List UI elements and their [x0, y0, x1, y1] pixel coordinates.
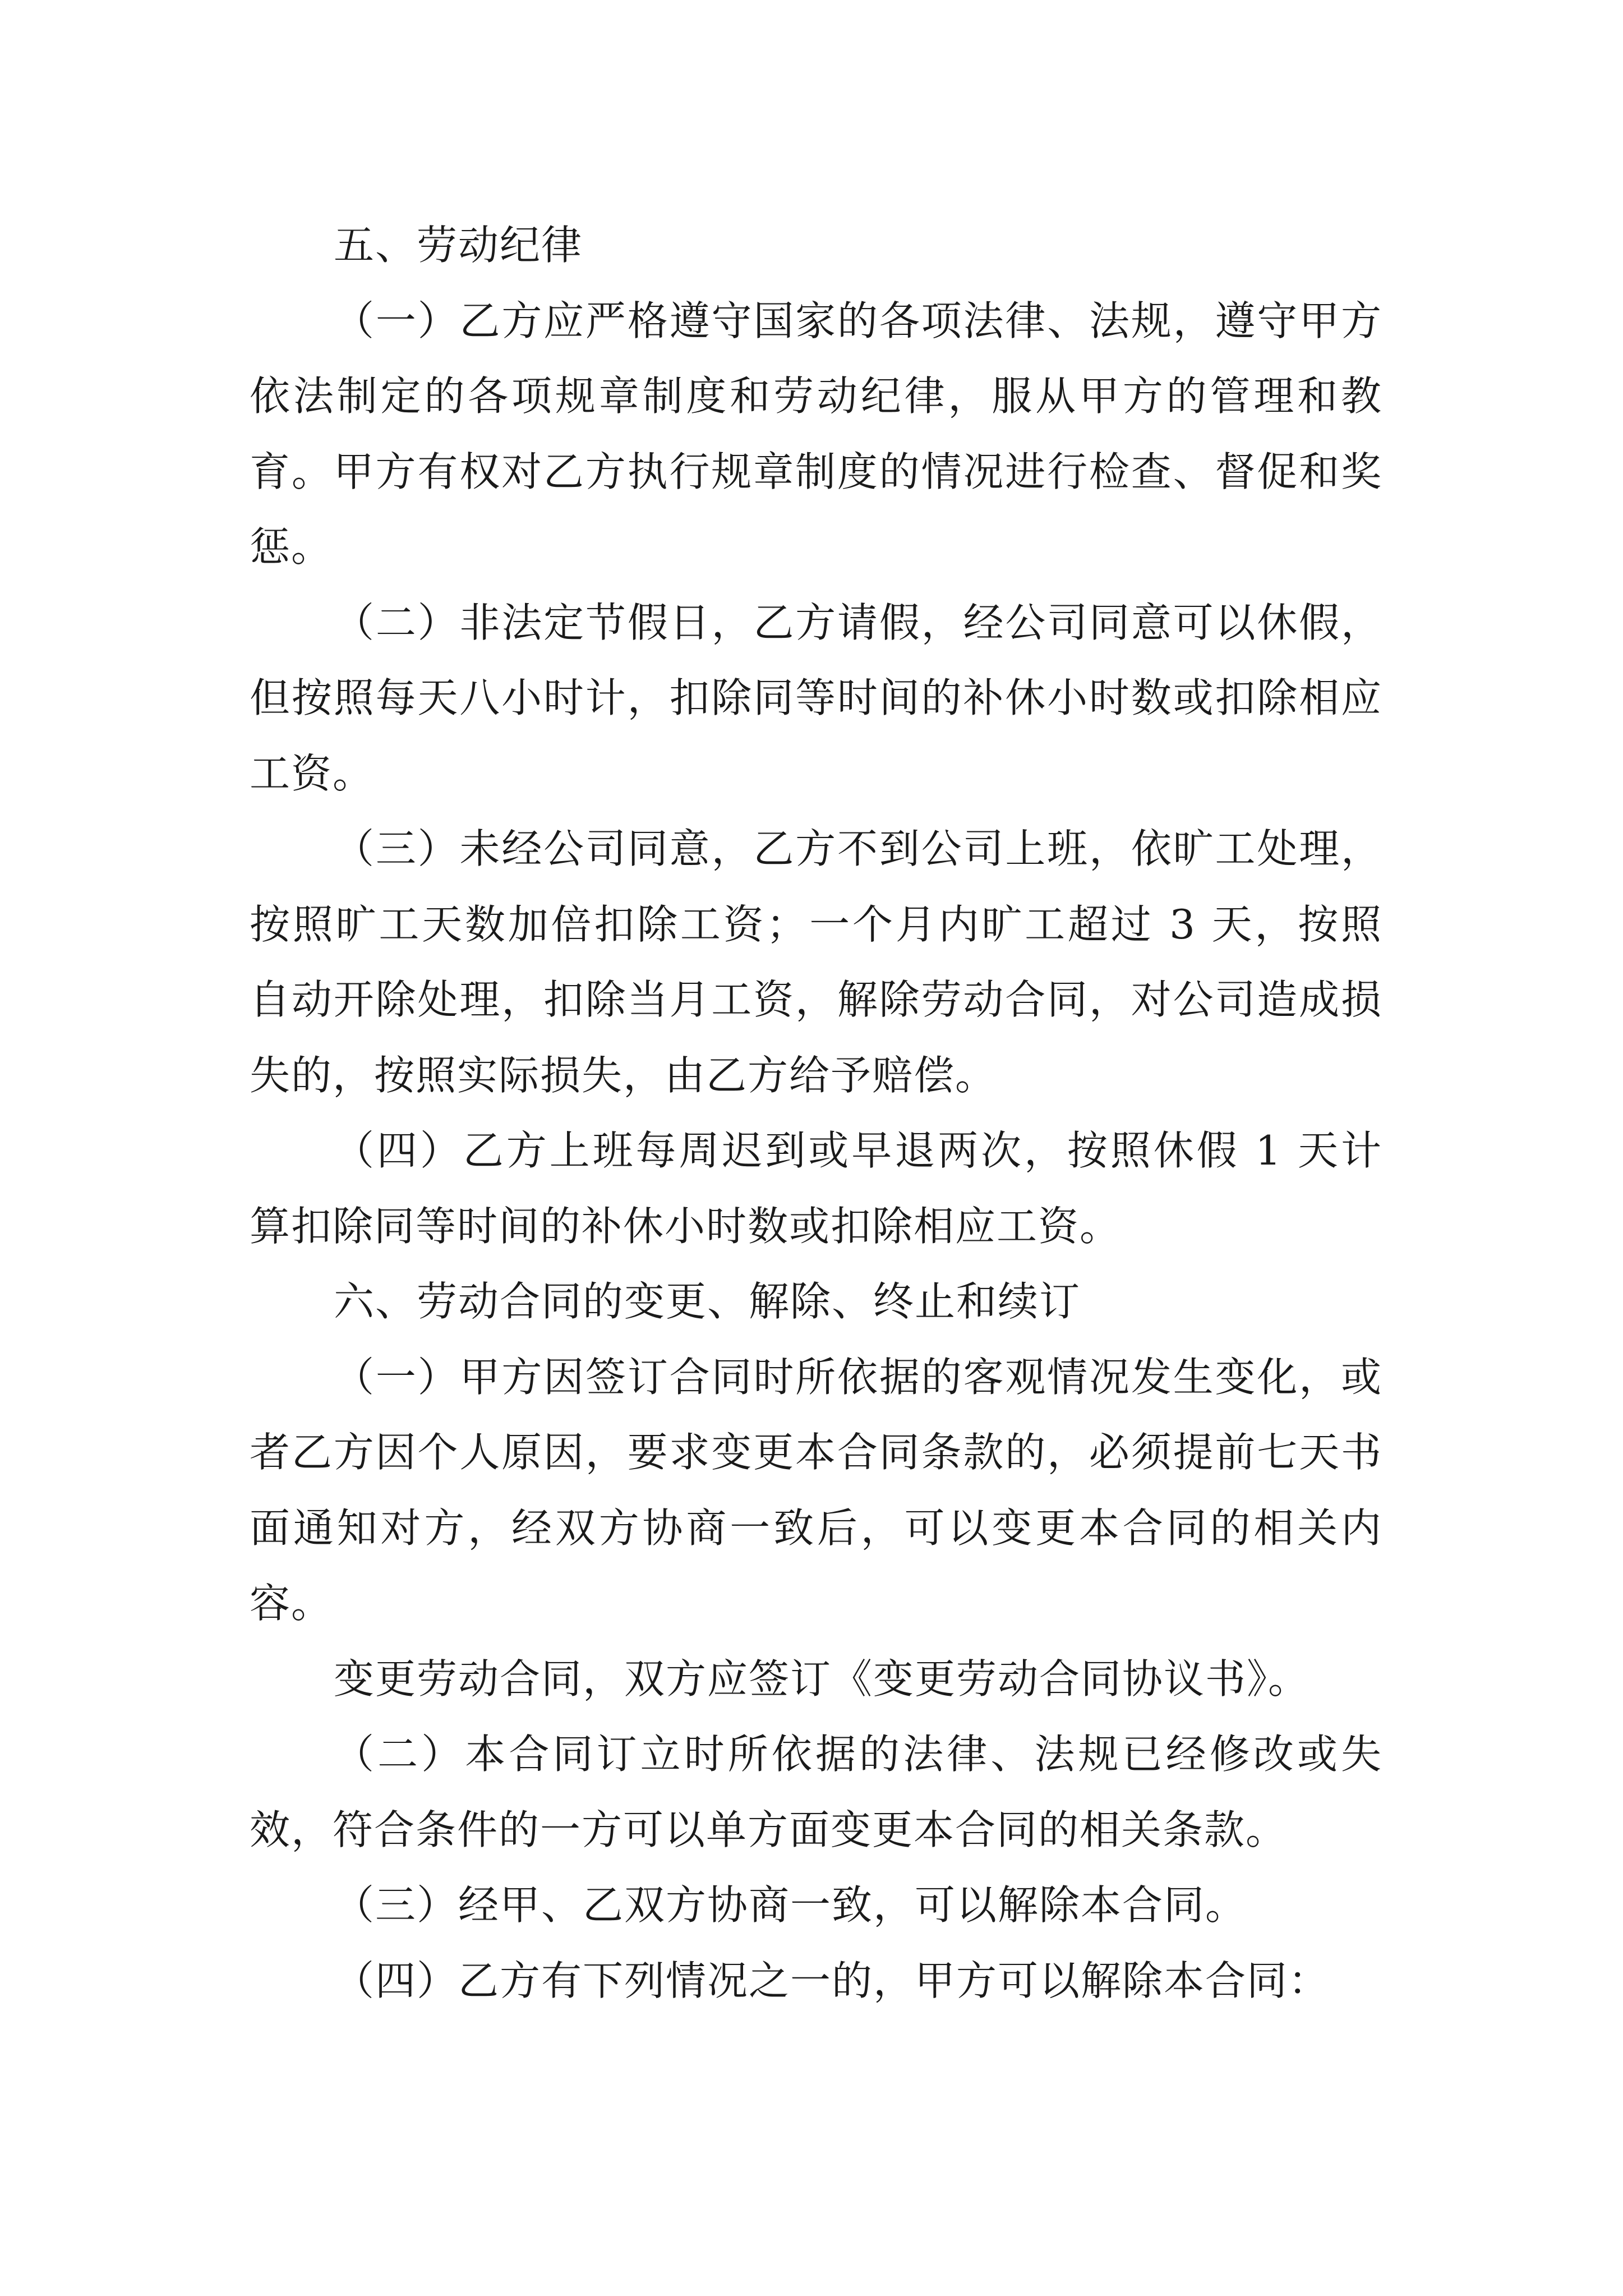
paragraph-five-4: （四）乙方上班每周迟到或早退两次，按照休假 1 天计算扣除同等时间的补休小时数或扣除相应工资。: [250, 1127, 1382, 1250]
paragraph-six-1: （一）甲方因签订合同时所依据的客观情况发生变化，或者乙方因个人原因，要求变更本合同条款的，必须提前七天书面通知对方，经双方协商一致后，可以变更本合同的相关内容。: [250, 1353, 1382, 1627]
paragraph-six-4: （四）乙方有下列情况之一的，甲方可以解除本合同：: [334, 1957, 1330, 2004]
paragraph-six-2: （二）本合同订立时所依据的法律、法规已经修改或失效，符合条件的一方可以单方面变更本合同的相关条款。: [250, 1731, 1382, 1853]
document-body: [250, 208, 1382, 2018]
paragraph-six-1-note: 变更劳动合同，双方应签订《变更劳动合同协议书》。: [334, 1655, 1310, 1703]
paragraph-five-2: （二）非法定节假日，乙方请假，经公司同意可以休假，但按照每天八小时计，扣除同等时间的补休小时数或扣除相应工资。: [250, 599, 1382, 797]
paragraph-six-3: （三）经甲、乙双方协商一致，可以解除本合同。: [334, 1881, 1247, 1929]
paragraph-five-1: （一）乙方应严格遵守国家的各项法律、法规，遵守甲方依法制定的各项规章制度和劳动纪律，服从甲方的管理和教育。甲方有权对乙方执行规章制度的情况进行检查、督促和奖惩。: [250, 297, 1382, 570]
section-heading-five: 五、劳动纪律: [334, 222, 583, 269]
section-heading-six: 六、劳动合同的变更、解除、终止和续订: [334, 1278, 1081, 1325]
paragraph-five-3: （三）未经公司同意，乙方不到公司上班，依旷工处理，按照旷工天数加倍扣除工资；一个月内旷工超过 3 天，按照自动开除处理，扣除当月工资，解除劳动合同，对公司造成损失的，按照实际损失，由乙方给予赔偿。: [250, 825, 1382, 1099]
